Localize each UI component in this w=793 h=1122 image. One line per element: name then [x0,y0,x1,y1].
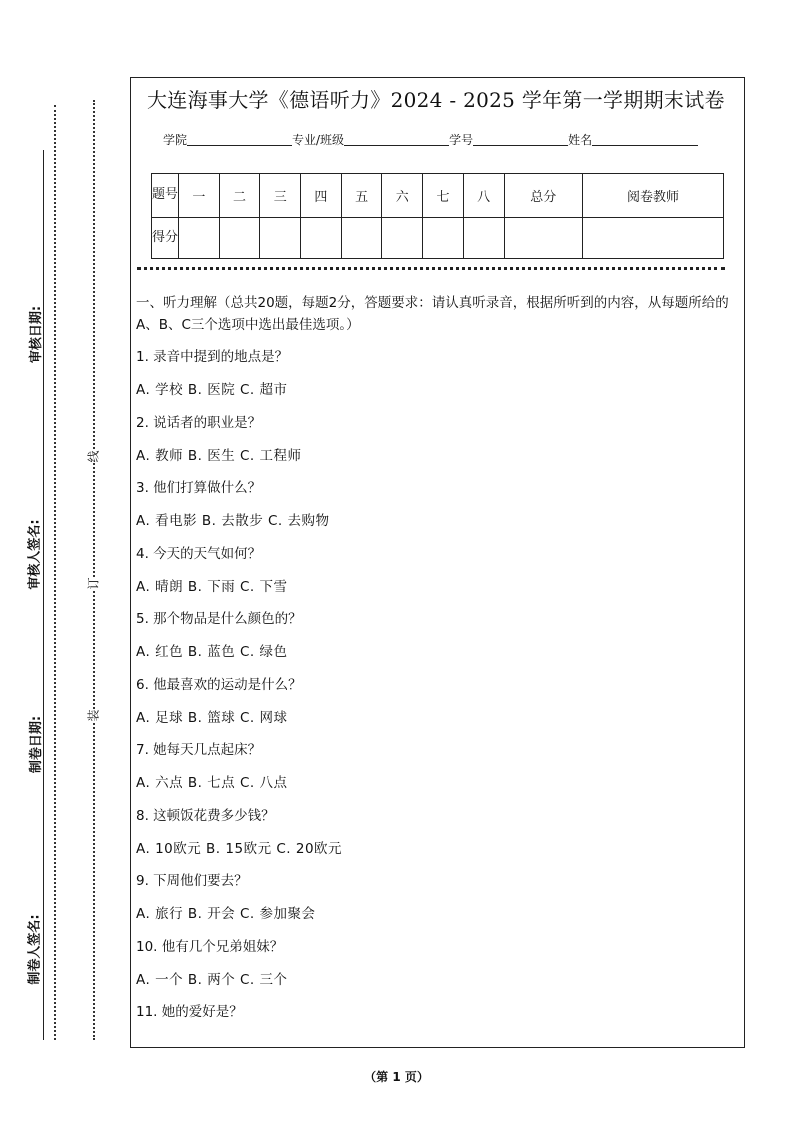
maker-sign-label: 制卷人签名: [27,914,43,985]
side-signature-line [43,150,44,1040]
score-table-header-row [152,174,724,218]
binding-dotted-line [93,100,95,1040]
question-text: 2. 说话者的职业是？ [136,414,262,431]
question-options: A. 一个 B. 两个 C. 三个 [136,971,288,988]
score-cell-total[interactable] [504,217,583,258]
question-options: A. 10欧元 B. 15欧元 C. 20欧元 [136,840,343,857]
col-6: 六 [382,174,423,218]
question-text: 11. 她的爱好是？ [136,1004,243,1020]
col-total: 总分 [504,174,583,218]
question-text: 1. 录音中提到的地点是？ [136,349,289,365]
score-table [151,173,724,259]
binding-char-zhuang: 装 [86,709,101,722]
col-5: 五 [341,174,382,218]
question-options: A. 看电影 B. 去散步 C. 去购物 [136,513,330,529]
question-text: 5. 那个物品是什么颜色的？ [136,611,302,627]
page-footer: （第 1 页） [364,1070,429,1084]
question-options: A. 晴朗 B. 下雨 C. 下雪 [136,578,288,595]
score-table-score-row [152,217,724,258]
score-cell-2[interactable] [219,217,260,258]
question-options: A. 红色 B. 蓝色 C. 绿色 [136,644,288,660]
score-cell-6[interactable] [382,217,423,258]
question-text: 7. 她每天几点起床？ [136,742,262,758]
score-cell-5[interactable] [341,217,382,258]
review-date-label: 审核日期: [29,305,45,364]
question-text: 6. 他最喜欢的运动是什么？ [136,676,302,693]
row-label-defen: 得分 [152,217,179,258]
student-id-field[interactable] [473,133,568,146]
score-cell-3[interactable] [260,217,301,258]
question-options: A. 学校 B. 医院 C. 超市 [136,382,288,398]
question-options: A. 足球 B. 篮球 C. 网球 [136,709,288,726]
question-text: 9. 下周他们要去？ [136,873,248,889]
left-dotted-line [54,105,56,1040]
section-divider [137,267,725,270]
col-2: 二 [219,174,260,218]
col-8: 八 [463,174,504,218]
question-options: A. 旅行 B. 开会 C. 参加聚会 [136,906,316,922]
score-cell-4[interactable] [301,217,342,258]
section1-intro: 一、听力理解（总共20题，每题2分，答题要求：请认真听录音，根据所听到的内容，从每题所给的A、B、C三个选项中选出最佳选项。） [136,295,729,333]
question-options: A. 教师 B. 医生 C. 工程师 [136,447,302,464]
question-options: A. 六点 B. 七点 C. 八点 [136,775,288,791]
score-cell-7[interactable] [423,217,464,258]
student-id-label: 学号 [449,133,474,147]
col-7: 七 [423,174,464,218]
student-info-row [163,131,698,148]
major-label: 专业/班级 [292,133,345,147]
name-label: 姓名 [568,133,593,147]
score-cell-8[interactable] [463,217,504,258]
reviewer-sign-label: 审核人签名: [27,519,43,590]
exam-title: 大连海事大学《德语听力》2024 - 2025 学年第一学期期末试卷 [147,88,725,112]
question-text: 8. 这顿饭花费多少钱？ [136,807,275,824]
name-field[interactable] [592,133,698,146]
col-4: 四 [301,174,342,218]
question-text: 4. 今天的天气如何？ [136,545,262,562]
college-label: 学院 [163,133,188,147]
col-1: 一 [179,174,220,218]
college-field[interactable] [187,133,292,146]
make-date-label: 制卷日期: [29,715,45,774]
question-text: 3. 他们打算做什么？ [136,480,262,496]
col-3: 三 [260,174,301,218]
row-label-tihao: 题号 [152,174,179,218]
col-grader: 阅卷教师 [583,174,724,218]
major-field[interactable] [344,133,449,146]
binding-char-ding: 订 [86,577,101,590]
question-text: 10. 他有几个兄弟姐妹？ [136,938,284,955]
score-cell-grader[interactable] [583,217,724,258]
score-cell-1[interactable] [179,217,220,258]
binding-char-xian: 线 [86,450,101,463]
